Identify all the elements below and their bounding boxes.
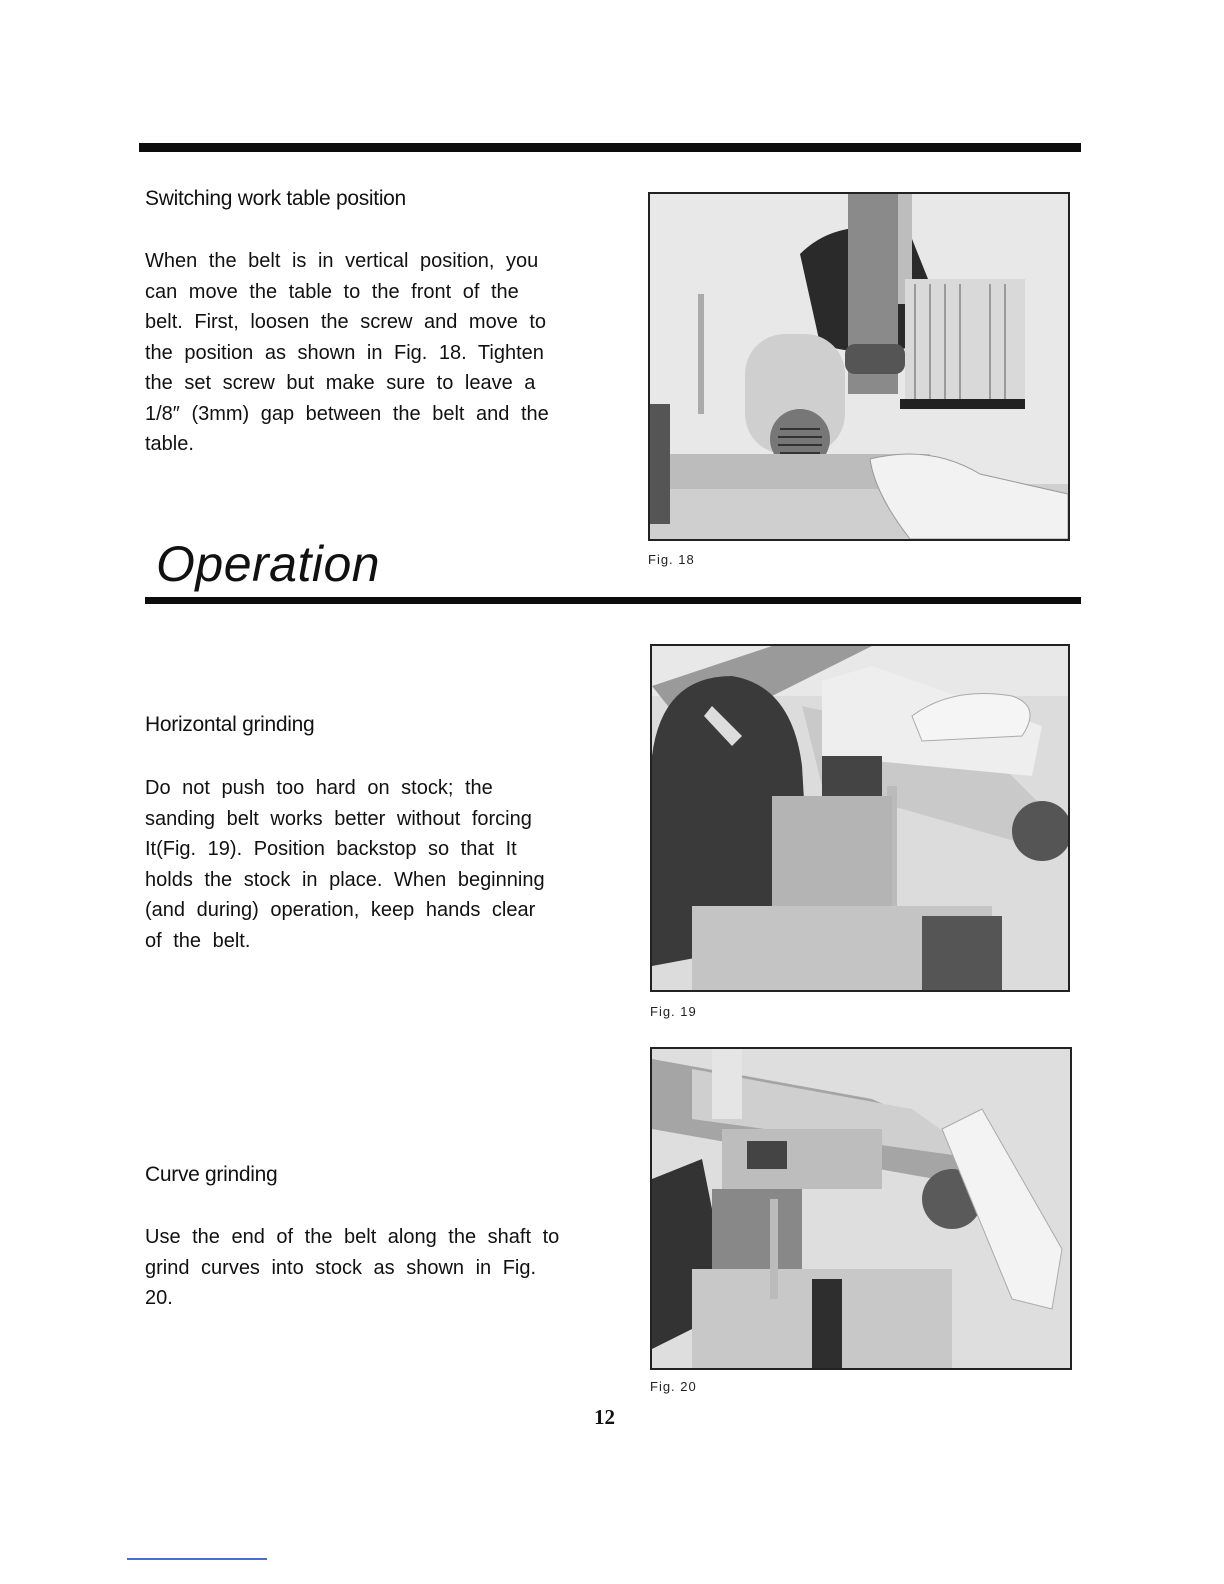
- section-body-horizontal: Do not push too hard on stock; the sanding belt works better without forcing It(Fig. 19). Position backstop so that It holds the stock in place. When beginning (and during) operation, keep hands clear of the belt.: [145, 777, 545, 952]
- operation-rule: [145, 597, 1081, 604]
- figure-20-caption: Fig. 20: [650, 1379, 697, 1394]
- section-heading-curve: Curve grinding: [145, 1163, 278, 1186]
- section-body-curve: Use the end of the belt along the shaft to grind curves into stock as shown in Fig. 20.: [145, 1226, 560, 1309]
- section-heading-switching: Switching work table position: [145, 187, 406, 210]
- section-heading-horizontal: Horizontal grinding: [145, 713, 315, 736]
- figure-19-photo: [650, 644, 1070, 992]
- figure-19-caption: Fig. 19: [650, 1004, 697, 1019]
- operation-title: Operation: [156, 536, 381, 592]
- page-number: 12: [594, 1405, 615, 1429]
- footer-link-underline: [127, 1558, 267, 1560]
- figure-20-photo: [650, 1047, 1072, 1370]
- figure-18-caption: Fig. 18: [648, 552, 695, 567]
- figure-18-photo: [648, 192, 1070, 541]
- section-body-switching: When the belt is in vertical position, you can move the table to the front of the belt. First, loosen the screw and move to the position as shown in Fig. 18. Tighten the set screw but make sure to leave a 1/8″ (3mm) gap between the belt and the table.: [145, 250, 549, 455]
- top-rule: [139, 143, 1081, 152]
